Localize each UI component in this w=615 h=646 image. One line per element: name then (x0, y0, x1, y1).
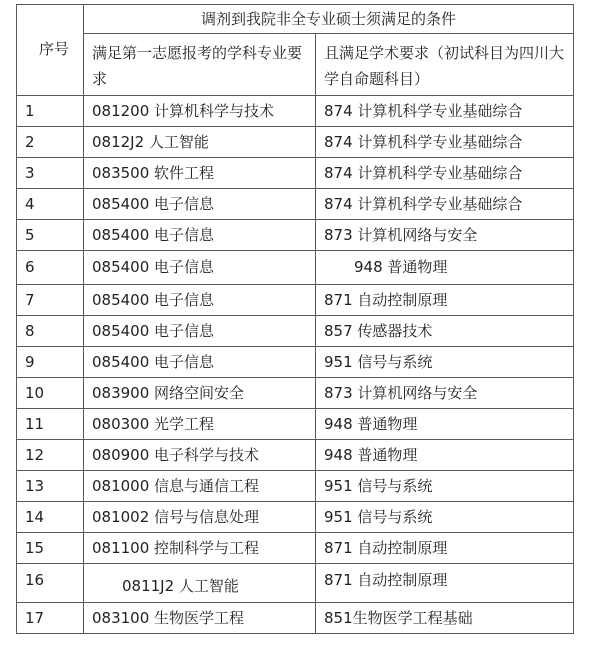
table-row (17, 347, 574, 378)
table-row (17, 316, 574, 347)
table-row (17, 251, 574, 285)
header-seq: 序号 (17, 5, 84, 96)
row-major: 085400 电子信息 (84, 220, 316, 251)
header-major: 满足第一志愿报考的学科专业要求 (84, 34, 316, 96)
table-row (17, 285, 574, 316)
row-major: 0812J2 人工智能 (84, 127, 316, 158)
row-exam: 873 计算机网络与安全 (316, 220, 574, 251)
row-major: 085400 电子信息 (84, 347, 316, 378)
row-exam: 948 普通物理 (316, 440, 574, 471)
row-no: 16 (17, 564, 84, 603)
row-major: 081002 信号与信息处理 (84, 502, 316, 533)
table-row (17, 603, 574, 634)
table-row (17, 471, 574, 502)
row-exam: 857 传感器技术 (316, 316, 574, 347)
row-major: 080900 电子科学与技术 (84, 440, 316, 471)
row-major: 080300 光学工程 (84, 409, 316, 440)
row-no: 6 (17, 251, 84, 285)
table-row (17, 378, 574, 409)
row-major: 083100 生物医学工程 (84, 603, 316, 634)
table-row (17, 96, 574, 127)
row-no: 10 (17, 378, 84, 409)
requirements-table (16, 4, 574, 634)
row-exam: 874 计算机科学专业基础综合 (316, 189, 574, 220)
table-row (17, 409, 574, 440)
row-major: 081200 计算机科学与技术 (84, 96, 316, 127)
row-no: 13 (17, 471, 84, 502)
row-exam: 874 计算机科学专业基础综合 (316, 158, 574, 189)
row-no: 4 (17, 189, 84, 220)
row-major: 081000 信息与通信工程 (84, 471, 316, 502)
table-row (17, 127, 574, 158)
header-row-2 (17, 34, 574, 96)
header-row-1 (17, 5, 574, 34)
table-row (17, 189, 574, 220)
table-row (17, 158, 574, 189)
row-major: 085400 电子信息 (84, 285, 316, 316)
row-major: 085400 电子信息 (84, 251, 316, 285)
row-no: 11 (17, 409, 84, 440)
header-exam: 且满足学术要求（初试科目为四川大学自命题科目） (316, 34, 574, 96)
table-row (17, 502, 574, 533)
row-exam: 951 信号与系统 (316, 502, 574, 533)
row-no: 9 (17, 347, 84, 378)
row-major: 083900 网络空间安全 (84, 378, 316, 409)
row-no: 14 (17, 502, 84, 533)
row-exam: 948 普通物理 (316, 251, 574, 285)
row-major: 0811J2 人工智能 (84, 564, 316, 603)
table-row (17, 440, 574, 471)
header-merged-title: 调剂到我院非全专业硕士须满足的条件 (84, 5, 574, 34)
row-exam: 871 自动控制原理 (316, 564, 574, 603)
row-exam: 851生物医学工程基础 (316, 603, 574, 634)
row-no: 12 (17, 440, 84, 471)
row-no: 5 (17, 220, 84, 251)
table-row (17, 220, 574, 251)
row-exam: 874 计算机科学专业基础综合 (316, 96, 574, 127)
row-exam: 951 信号与系统 (316, 471, 574, 502)
row-no: 15 (17, 533, 84, 564)
row-no: 7 (17, 285, 84, 316)
row-major: 083500 软件工程 (84, 158, 316, 189)
table-row (17, 564, 574, 603)
row-no: 2 (17, 127, 84, 158)
row-no: 17 (17, 603, 84, 634)
row-exam: 951 信号与系统 (316, 347, 574, 378)
row-exam: 874 计算机科学专业基础综合 (316, 127, 574, 158)
row-exam: 871 自动控制原理 (316, 533, 574, 564)
row-exam: 948 普通物理 (316, 409, 574, 440)
row-major: 085400 电子信息 (84, 316, 316, 347)
row-no: 3 (17, 158, 84, 189)
row-no: 1 (17, 96, 84, 127)
row-exam: 871 自动控制原理 (316, 285, 574, 316)
row-exam: 873 计算机网络与安全 (316, 378, 574, 409)
row-major: 085400 电子信息 (84, 189, 316, 220)
table-row (17, 533, 574, 564)
row-no: 8 (17, 316, 84, 347)
row-major: 081100 控制科学与工程 (84, 533, 316, 564)
